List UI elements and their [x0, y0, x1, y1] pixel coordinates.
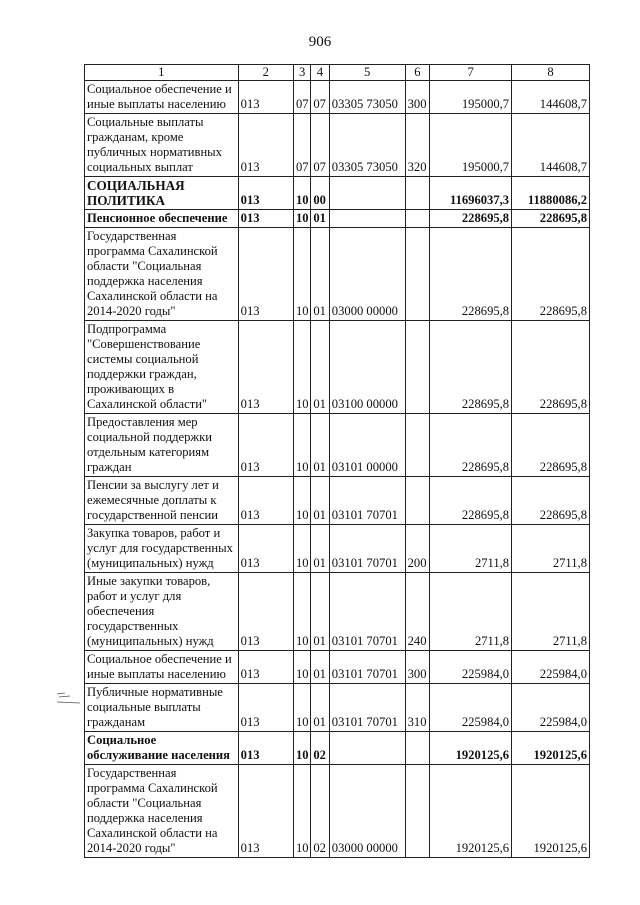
row-value-cell: 228695,8 — [512, 477, 590, 525]
row-value-cell — [405, 210, 430, 228]
row-name-cell: Государственная программа Сахалинской области "Социальная поддержка населения Сахалинской области на 2014-2020 годы" — [85, 228, 239, 321]
row-value-cell: 2711,8 — [512, 525, 590, 573]
row-value-cell — [405, 414, 430, 477]
row-value-cell — [329, 210, 405, 228]
row-name-cell: Пенсии за выслугу лет и ежемесячные доплаты к государственной пенсии — [85, 477, 239, 525]
row-value-cell: 1920125,6 — [512, 732, 590, 765]
row-value-cell: 10 — [293, 210, 310, 228]
row-value-cell: 03305 73050 — [329, 114, 405, 177]
row-value-cell: 01 — [311, 573, 329, 651]
row-value-cell: 01 — [311, 684, 329, 732]
header-row — [85, 65, 590, 81]
row-value-cell: 03101 70701 — [329, 684, 405, 732]
column-header: 7 — [430, 65, 512, 81]
row-value-cell: 10 — [293, 684, 310, 732]
row-name-cell: Иные закупки товаров, работ и услуг для обеспечения государственных (муниципальных) нужд — [85, 573, 239, 651]
table-row — [85, 732, 590, 765]
row-value-cell: 01 — [311, 321, 329, 414]
row-value-cell: 228695,8 — [430, 477, 512, 525]
row-value-cell: 01 — [311, 651, 329, 684]
page-number: 906 — [308, 34, 332, 50]
row-value-cell: 144608,7 — [512, 81, 590, 114]
row-value-cell: 300 — [405, 81, 430, 114]
row-value-cell: 10 — [293, 732, 310, 765]
table-row — [85, 525, 590, 573]
row-value-cell: 10 — [293, 651, 310, 684]
row-value-cell: 10 — [293, 573, 310, 651]
row-value-cell: 225984,0 — [430, 684, 512, 732]
row-value-cell: 03305 73050 — [329, 81, 405, 114]
row-value-cell: 013 — [238, 114, 293, 177]
table-row — [85, 651, 590, 684]
budget-table — [84, 64, 590, 858]
row-value-cell: 240 — [405, 573, 430, 651]
row-value-cell — [405, 765, 430, 858]
table-row — [85, 228, 590, 321]
table-row — [85, 114, 590, 177]
row-name-cell: Социальное обеспечение и иные выплаты населению — [85, 81, 239, 114]
row-value-cell: 03000 00000 — [329, 228, 405, 321]
row-value-cell — [405, 321, 430, 414]
row-value-cell: 2711,8 — [430, 573, 512, 651]
row-value-cell: 225984,0 — [512, 651, 590, 684]
row-value-cell: 07 — [311, 114, 329, 177]
row-value-cell: 10 — [293, 477, 310, 525]
table-row — [85, 414, 590, 477]
row-value-cell: 013 — [238, 477, 293, 525]
table-row — [85, 477, 590, 525]
row-value-cell: 01 — [311, 525, 329, 573]
row-value-cell: 10 — [293, 177, 310, 210]
row-name-cell: СОЦИАЛЬНАЯ ПОЛИТИКА — [85, 177, 239, 210]
row-value-cell: 013 — [238, 765, 293, 858]
row-value-cell: 310 — [405, 684, 430, 732]
row-name-cell: Социальное обслуживание населения — [85, 732, 239, 765]
row-value-cell — [405, 477, 430, 525]
row-value-cell: 07 — [311, 81, 329, 114]
row-value-cell: 03100 00000 — [329, 321, 405, 414]
row-value-cell: 228695,8 — [512, 321, 590, 414]
column-header: 8 — [512, 65, 590, 81]
table-row — [85, 573, 590, 651]
row-value-cell: 03101 70701 — [329, 477, 405, 525]
row-value-cell: 01 — [311, 477, 329, 525]
column-header: 5 — [329, 65, 405, 81]
row-value-cell: 1920125,6 — [430, 732, 512, 765]
row-value-cell: 228695,8 — [512, 228, 590, 321]
row-value-cell — [405, 177, 430, 210]
row-value-cell: 228695,8 — [512, 210, 590, 228]
row-name-cell: Закупка товаров, работ и услуг для государственных (муниципальных) нужд — [85, 525, 239, 573]
column-header: 1 — [85, 65, 239, 81]
row-value-cell: 013 — [238, 228, 293, 321]
table-row — [85, 210, 590, 228]
row-value-cell: 013 — [238, 321, 293, 414]
row-value-cell: 07 — [293, 114, 310, 177]
row-value-cell: 013 — [238, 525, 293, 573]
row-value-cell: 01 — [311, 414, 329, 477]
row-value-cell: 00 — [311, 177, 329, 210]
row-name-cell: Подпрограмма "Совершенствование системы социальной поддержки граждан, проживающих в Сахалинской области" — [85, 321, 239, 414]
row-value-cell: 228695,8 — [430, 321, 512, 414]
row-value-cell: 10 — [293, 525, 310, 573]
row-value-cell: 11696037,3 — [430, 177, 512, 210]
row-value-cell: 228695,8 — [430, 414, 512, 477]
row-name-cell: Государственная программа Сахалинской области "Социальная поддержка населения Сахалинской области на 2014-2020 годы" — [85, 765, 239, 858]
row-value-cell: 144608,7 — [512, 114, 590, 177]
margin-scribble — [56, 690, 82, 714]
row-value-cell: 225984,0 — [512, 684, 590, 732]
row-value-cell — [405, 732, 430, 765]
row-value-cell: 195000,7 — [430, 81, 512, 114]
table-row — [85, 321, 590, 414]
row-value-cell: 10 — [293, 765, 310, 858]
row-value-cell: 1920125,6 — [512, 765, 590, 858]
row-value-cell — [329, 732, 405, 765]
row-value-cell: 01 — [311, 228, 329, 321]
column-header: 3 — [293, 65, 310, 81]
table-row — [85, 684, 590, 732]
row-value-cell: 03101 70701 — [329, 525, 405, 573]
column-header: 4 — [311, 65, 329, 81]
row-name-cell: Пенсионное обеспечение — [85, 210, 239, 228]
row-value-cell: 02 — [311, 732, 329, 765]
row-value-cell: 10 — [293, 321, 310, 414]
column-header: 6 — [405, 65, 430, 81]
row-value-cell — [405, 228, 430, 321]
row-value-cell: 013 — [238, 651, 293, 684]
row-value-cell: 013 — [238, 684, 293, 732]
row-value-cell: 013 — [238, 732, 293, 765]
row-name-cell: Социальные выплаты гражданам, кроме публичных нормативных социальных выплат — [85, 114, 239, 177]
row-value-cell: 11880086,2 — [512, 177, 590, 210]
row-value-cell: 225984,0 — [430, 651, 512, 684]
table-row — [85, 177, 590, 210]
row-value-cell: 320 — [405, 114, 430, 177]
row-name-cell: Публичные нормативные социальные выплаты гражданам — [85, 684, 239, 732]
row-value-cell: 228695,8 — [430, 210, 512, 228]
row-value-cell: 01 — [311, 210, 329, 228]
row-value-cell: 013 — [238, 414, 293, 477]
row-value-cell: 03101 70701 — [329, 651, 405, 684]
row-value-cell: 228695,8 — [430, 228, 512, 321]
row-value-cell: 2711,8 — [512, 573, 590, 651]
row-value-cell: 07 — [293, 81, 310, 114]
row-value-cell — [329, 177, 405, 210]
row-value-cell: 10 — [293, 414, 310, 477]
row-value-cell: 10 — [293, 228, 310, 321]
row-name-cell: Предоставления мер социальной поддержки отдельным категориям граждан — [85, 414, 239, 477]
table-row — [85, 81, 590, 114]
row-value-cell: 300 — [405, 651, 430, 684]
row-value-cell: 200 — [405, 525, 430, 573]
row-value-cell: 013 — [238, 177, 293, 210]
row-value-cell: 03101 70701 — [329, 573, 405, 651]
row-value-cell: 03101 00000 — [329, 414, 405, 477]
row-value-cell: 1920125,6 — [430, 765, 512, 858]
row-value-cell: 03000 00000 — [329, 765, 405, 858]
row-value-cell: 013 — [238, 573, 293, 651]
row-value-cell: 013 — [238, 210, 293, 228]
row-value-cell: 195000,7 — [430, 114, 512, 177]
row-value-cell: 013 — [238, 81, 293, 114]
row-value-cell: 02 — [311, 765, 329, 858]
column-header: 2 — [238, 65, 293, 81]
row-value-cell: 2711,8 — [430, 525, 512, 573]
row-value-cell: 228695,8 — [512, 414, 590, 477]
table-row — [85, 765, 590, 858]
row-name-cell: Социальное обеспечение и иные выплаты населению — [85, 651, 239, 684]
